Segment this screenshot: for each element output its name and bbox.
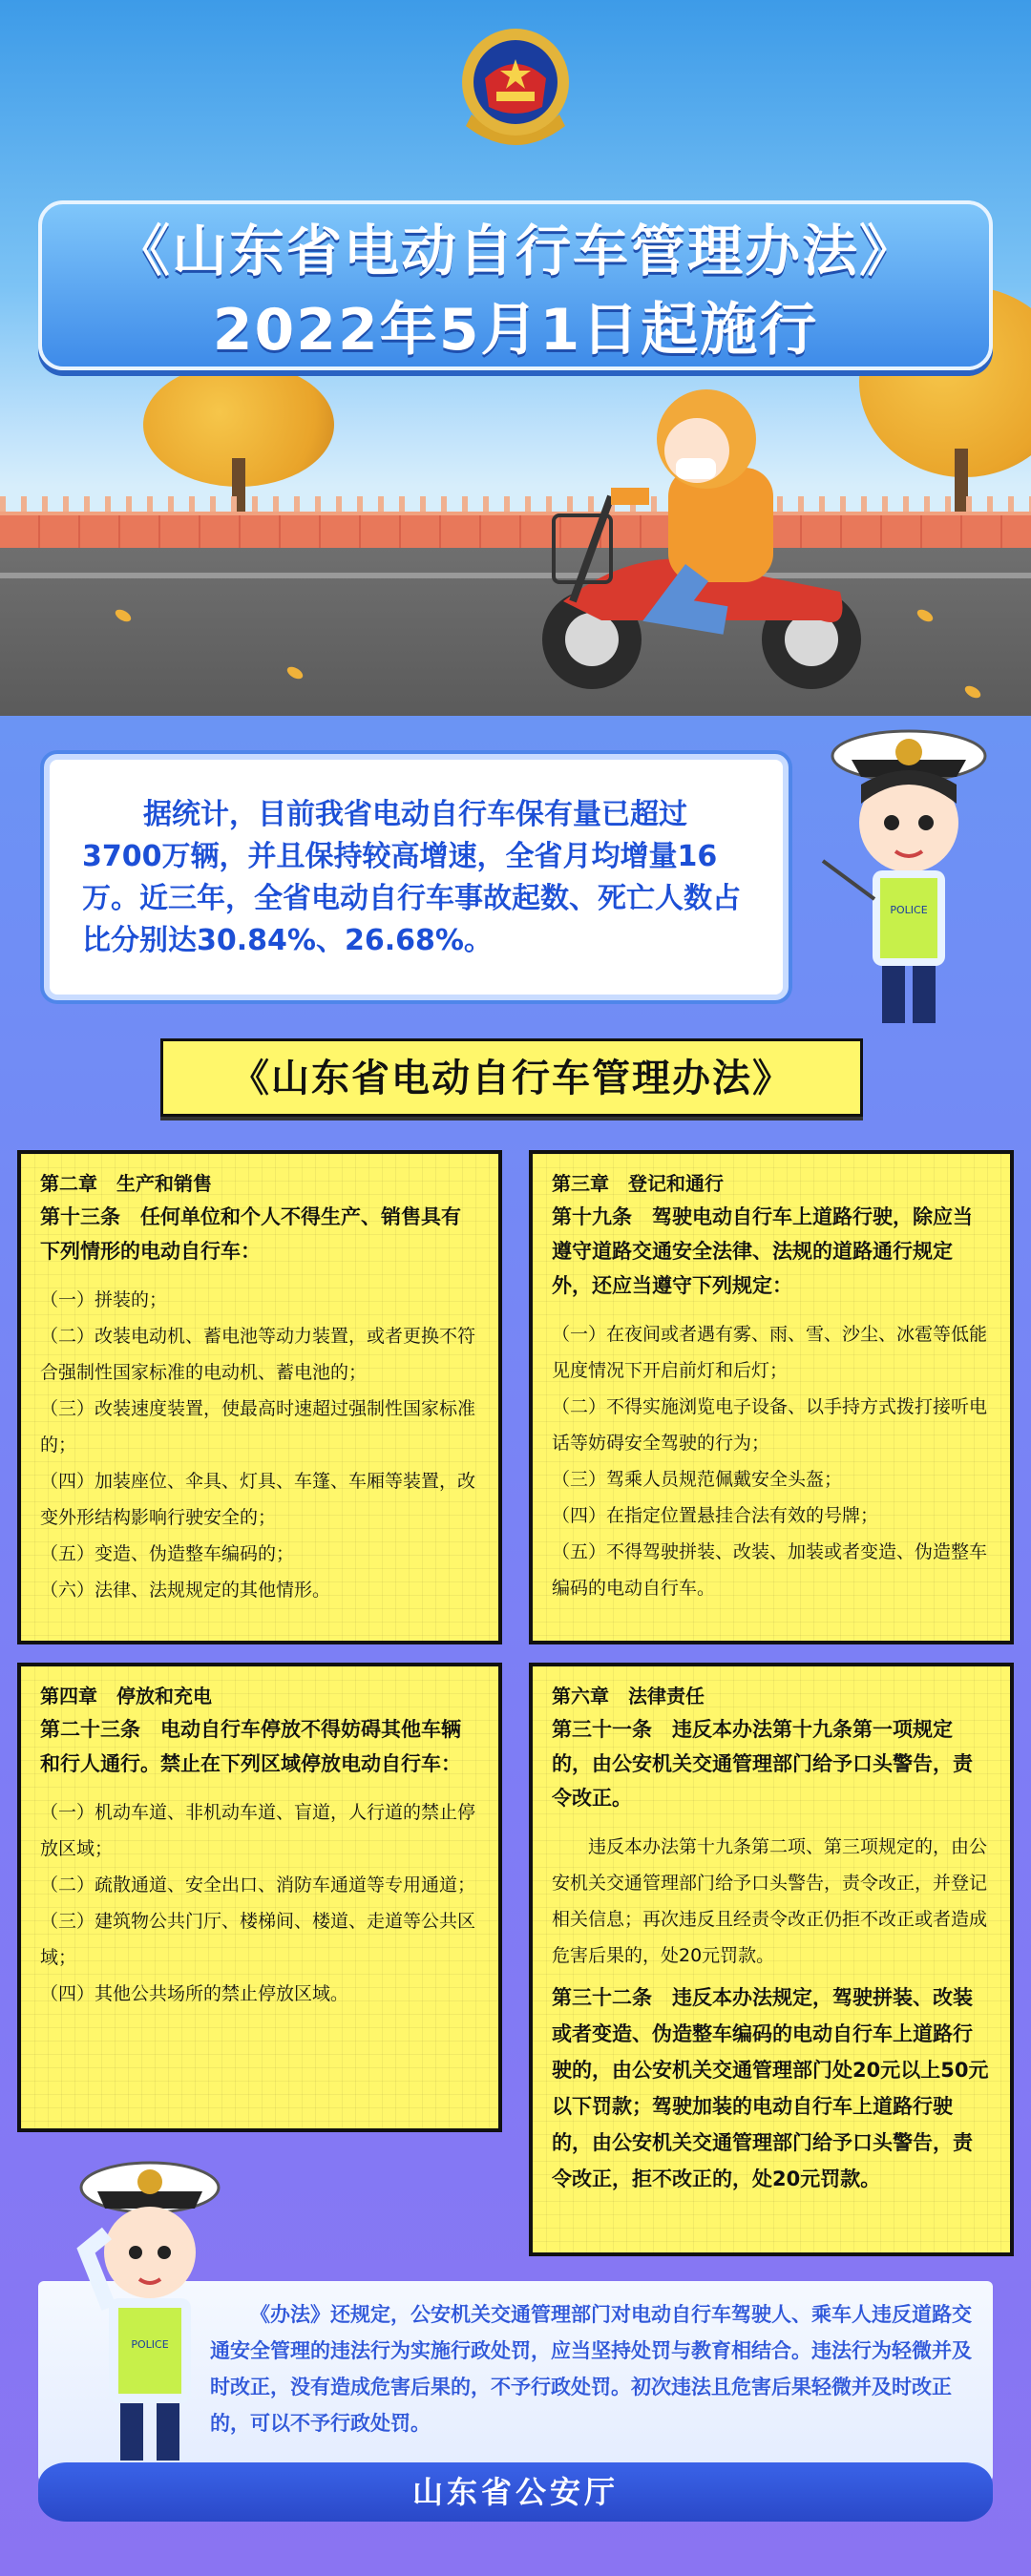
- article-paragraph: 违反本办法第十九条第二项、第三项规定的，由公安机关交通管理部门给予口头警告，责令改正，并登记相关信息；再次违反且经责令改正仍拒不改正或者造成危害后果的，处20元罚款。: [552, 1836, 988, 1966]
- chapter-heading: 第三章 登记和通行: [552, 1172, 724, 1195]
- list-item: （一）机动车道、非机动车道、盲道，人行道的禁止停放区域；: [40, 1802, 476, 1859]
- chapter-heading: 第二章 生产和销售: [40, 1172, 212, 1195]
- hero-subtitle: 2022年5月1日起施行: [212, 297, 819, 364]
- list-item: （一）在夜间或者遇有雾、雨、雪、沙尘、冰雹等低能见度情况下开启前灯和后灯；: [552, 1324, 988, 1381]
- chapter-4-card: [17, 1663, 502, 2132]
- list-item: （五）不得驾驶拼装、改装、加装或者变造、伪造整车编码的电动自行车。: [552, 1541, 988, 1599]
- chapter-heading: 第六章 法律责任: [552, 1685, 705, 1707]
- law-title-banner: 《山东省电动自行车管理办法》: [160, 1038, 863, 1117]
- hero-title: 《山东省电动自行车管理办法》: [114, 219, 916, 283]
- hero-title-box: [38, 200, 993, 370]
- list-item: （六）法律、法规规定的其他情形。: [40, 1580, 331, 1601]
- list-item: （四）加装座位、伞具、灯具、车篷、车厢等装置，改变外形结构影响行驶安全的；: [40, 1471, 476, 1528]
- list-item: （五）变造、伪造整车编码的；: [40, 1543, 295, 1564]
- list-item: （四）在指定位置悬挂合法有效的号牌；: [552, 1505, 879, 1526]
- hero-banner: [0, 0, 1031, 716]
- chapter-heading: 第四章 停放和充电: [40, 1685, 212, 1707]
- article-heading: 第三十二条 违反本办法规定，驾驶拼装、改装或者变造、伪造整车编码的电动自行车上道路行驶的，由公安机关交通管理部门处20元以上50元以下罚款；驾驶加装的电动自行车上道路行驶的，由公安机关交通管理部门给予口头警告，责令改正，拒不改正的，处20元罚款。: [552, 1986, 989, 2190]
- list-item: （三）改装速度装置，使最高时速超过强制性国家标准的；: [40, 1398, 476, 1456]
- intro-statistics-box: [44, 754, 789, 1000]
- footer-bar: [38, 2462, 993, 2522]
- article-heading: 第十九条 驾驶电动自行车上道路行驶，除应当遵守道路交通安全法律、法规的道路通行规定外，还应当遵守下列规定：: [552, 1205, 973, 1297]
- list-item: （一）拼装的；: [40, 1289, 168, 1310]
- chapter-3-card: [529, 1150, 1014, 1644]
- bottom-note-text: 《办法》还规定，公安机关交通管理部门对电动自行车驾驶人、乘车人违反道路交通安全管理的违法行为实施行政处罚，应当坚持处罚与教育相结合。违法行为轻微并及时改正，没有造成危害后果的，不予行政处罚。初次违法且危害后果轻微并及时改正的，可以不予行政处罚。: [210, 2303, 972, 2435]
- traffic-police-officer-illustration: [813, 718, 1004, 1033]
- police-emblem-icon: [447, 21, 584, 164]
- list-item: （二）不得实施浏览电子设备、以手持方式拨打接听电话等妨碍安全驾驶的行为；: [552, 1396, 988, 1454]
- list-item: （二）改装电动机、蓄电池等动力装置，或者更换不符合强制性国家标准的电动机、蓄电池的；: [40, 1326, 476, 1383]
- list-item: （三）建筑物公共门厅、楼梯间、楼道、走道等公共区域；: [40, 1911, 476, 1968]
- article-heading: 第三十一条 违反本办法第十九条第一项规定的，由公安机关交通管理部门给予口头警告，责令改正。: [552, 1718, 973, 1810]
- article-heading: 第二十三条 电动自行车停放不得妨碍其他车辆和行人通行。禁止在下列区域停放电动自行车：: [40, 1718, 461, 1775]
- svg-text:POLICE: POLICE: [131, 2338, 169, 2351]
- list-item: （三）驾乘人员规范佩戴安全头盔；: [552, 1469, 843, 1490]
- intro-text: 据统计，目前我省电动自行车保有量已超过3700万辆，并且保持较高增速，全省月均增量16万。近三年，全省电动自行车事故起数、死亡人数占比分别达30.84%、26.68%。: [82, 798, 741, 957]
- article-heading: 第十三条 任何单位和个人不得生产、销售具有下列情形的电动自行车：: [40, 1205, 461, 1263]
- svg-text:POLICE: POLICE: [890, 904, 928, 916]
- chapter-2-card: [17, 1150, 502, 1644]
- footer-organization: 山东省公安厅: [411, 2474, 619, 2510]
- scooter-rider-illustration: [506, 382, 888, 697]
- list-item: （四）其他公共场所的禁止停放区域。: [40, 1983, 349, 2004]
- saluting-police-officer-illustration: [69, 2146, 231, 2470]
- chapter-6-card: [529, 1663, 1014, 2256]
- list-item: （二）疏散通道、安全出口、消防车通道等专用通道；: [40, 1874, 476, 1895]
